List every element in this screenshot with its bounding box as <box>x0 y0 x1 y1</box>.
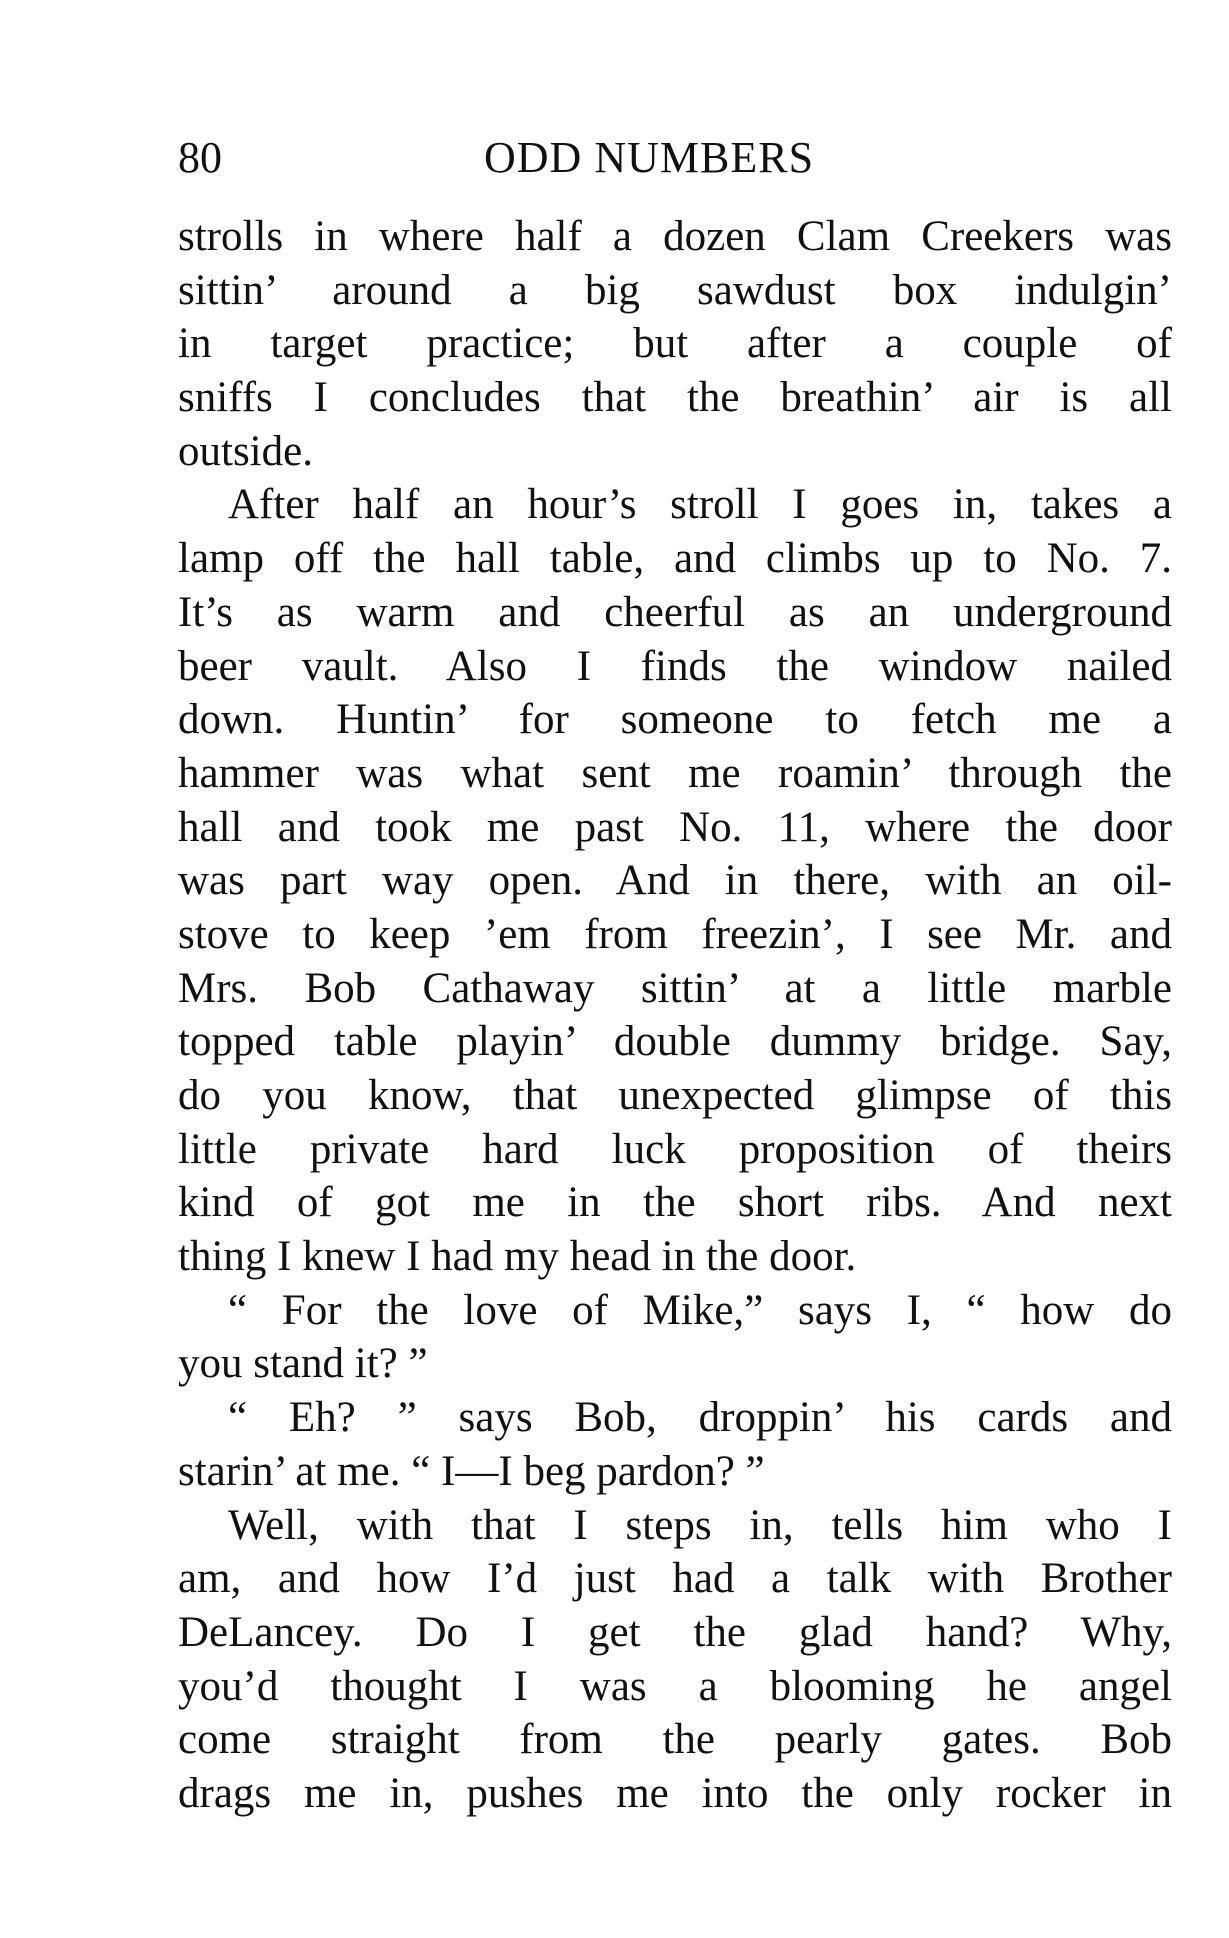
text-line: down. Huntin’ for someone to fetch me a <box>178 696 1172 744</box>
text-line: drags me in, pushes me into the only rocker in <box>178 1769 1172 1817</box>
text-line: hammer was what sent me roamin’ through the <box>178 749 1172 797</box>
text-line: “ Eh? ” says Bob, droppin’ his cards and <box>228 1394 1172 1442</box>
text-line: It’s as warm and cheerful as an underground <box>178 588 1172 636</box>
text-line: sittin’ around a big sawdust box indulgin’ <box>178 266 1172 314</box>
text-line: “ For the love of Mike,” says I, “ how do <box>228 1286 1172 1334</box>
page-number: 80 <box>178 133 222 182</box>
text-line: kind of got me in the short ribs. And next <box>178 1179 1172 1227</box>
text-line: you stand it? ” <box>178 1340 428 1388</box>
text-line: thing I knew I had my head in the door. <box>178 1233 857 1281</box>
text-line: in target practice; but after a couple of <box>178 320 1172 368</box>
text-line: Mrs. Bob Cathaway sittin’ at a little marble <box>178 964 1172 1012</box>
text-line: Well, with that I steps in, tells him who I <box>228 1501 1172 1549</box>
text-line: lamp off the hall table, and climbs up to No. 7. <box>178 535 1172 583</box>
text-line: starin’ at me. “ I—I beg pardon? ” <box>178 1447 765 1495</box>
body-text <box>178 210 1172 1821</box>
text-line: After half an hour’s stroll I goes in, takes a <box>228 481 1172 529</box>
text-line: outside. <box>178 427 313 475</box>
text-line: you’d thought I was a blooming he angel <box>178 1662 1172 1710</box>
text-line: sniffs I concludes that the breathin’ air is all <box>178 374 1172 422</box>
text-line: topped table playin’ double dummy bridge. Say, <box>178 1018 1172 1066</box>
text-line: come straight from the pearly gates. Bob <box>178 1716 1172 1764</box>
text-line: strolls in where half a dozen Clam Creekers was <box>178 213 1172 260</box>
text-line: was part way open. And in there, with an oil- <box>178 857 1172 905</box>
text-line: beer vault. Also I finds the window nailed <box>178 642 1172 690</box>
page-header <box>178 128 1172 188</box>
text-line: little private hard luck proposition of theirs <box>178 1125 1172 1173</box>
text-line: DeLancey. Do I get the glad hand? Why, <box>178 1608 1172 1656</box>
text-line: hall and took me past No. 11, where the door <box>178 803 1172 851</box>
running-head: ODD NUMBERS <box>484 133 815 182</box>
text-line: do you know, that unexpected glimpse of this <box>178 1072 1172 1119</box>
text-line: am, and how I’d just had a talk with Brother <box>178 1555 1172 1603</box>
text-line: stove to keep ’em from freezin’, I see Mr. and <box>178 910 1172 958</box>
